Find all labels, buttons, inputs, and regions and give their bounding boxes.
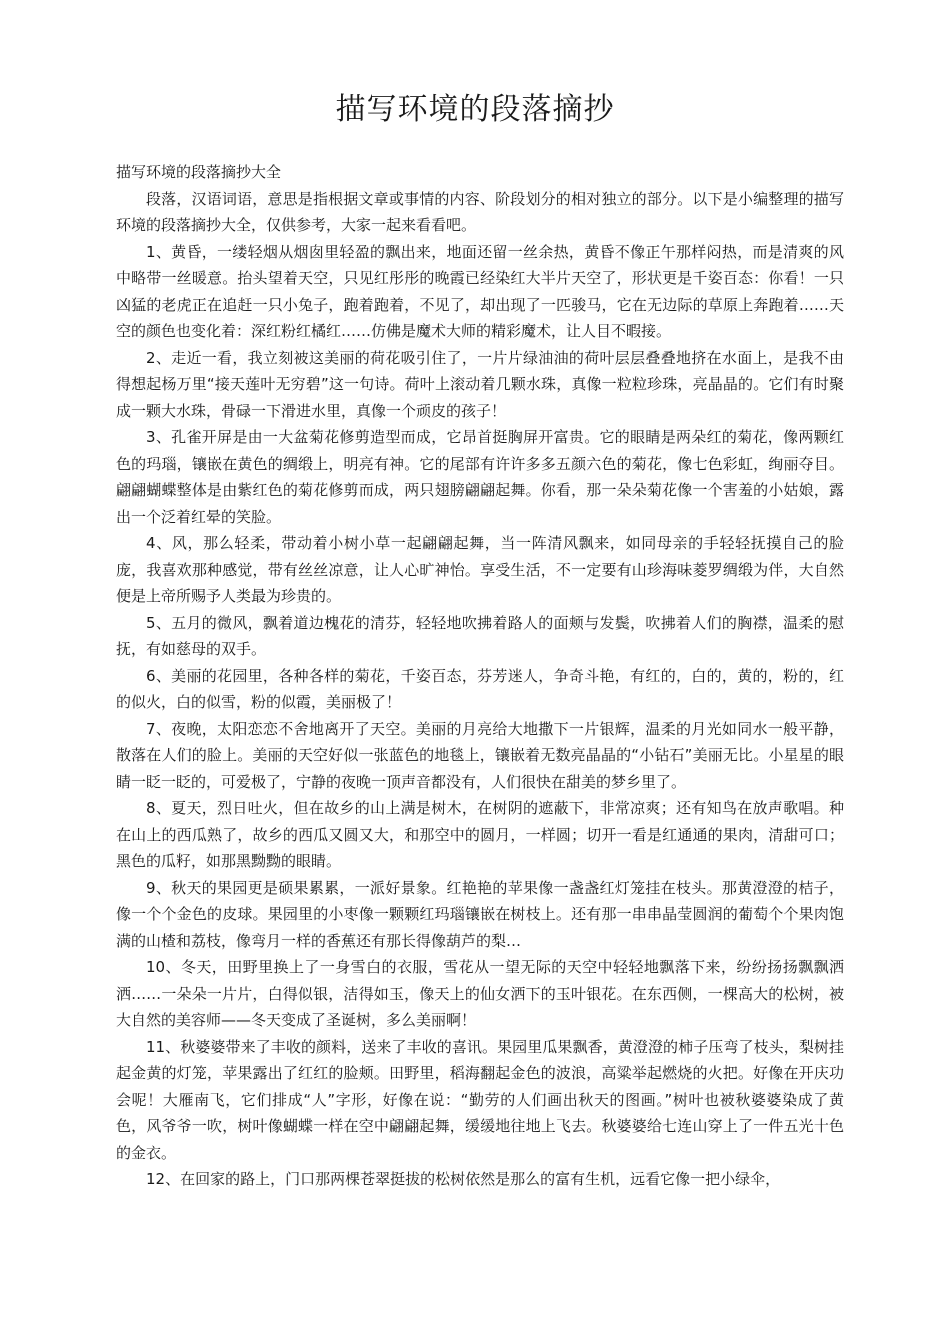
article-subtitle: 描写环境的段落摘抄大全 bbox=[116, 163, 282, 181]
paragraph-3: 3、孔雀开屏是由一大盆菊花修剪造型而成，它昂首挺胸屏开富贵。它的眼睛是两朵红的菊花，像两颗红色的玛瑙，镶嵌在黄色的绸缎上，明亮有神。它的尾部有许许多多五颜六色的菊花，像七色彩虹，绚丽夺目。翩翩蝴蝶整体是由紫红色的菊花修剪而成，两只翅膀翩翩起舞。你看，那一朵朵菊花像一个害羞的小姑娘，露出一个泛着红晕的笑脸。 bbox=[116, 428, 844, 526]
paragraph-7: 7、夜晚，太阳恋恋不舍地离开了天空。美丽的月亮给大地撒下一片银辉，温柔的月光如同水一般平静，散落在人们的脸上。美丽的天空好似一张蓝色的地毯上，镶嵌着无数亮晶晶的“小钻石”美丽无比。小星星的眼睛一眨一眨的，可爱极了，宁静的夜晚一顶声音都没有，人们很快在甜美的梦乡里了。 bbox=[116, 719, 844, 791]
paragraph-9: 9、秋天的果园更是硕果累累，一派好景象。红艳艳的苹果像一盏盏红灯笼挂在枝头。那黄澄澄的桔子，像一个个金色的皮球。果园里的小枣像一颗颗红玛瑙镶嵌在树枝上。还有那一串串晶莹圆润的葡萄个个果肉饱满的山楂和荔枝，像弯月一样的香蕉还有那长得像葫芦的梨… bbox=[116, 878, 844, 950]
paragraph-1: 1、黄昏，一缕轻烟从烟囱里轻盈的飘出来，地面还留一丝余热，黄昏不像正午那样闷热，而是清爽的风中略带一丝暖意。抬头望着天空，只见红彤彤的晚霞已经染红大半片天空了，形状更是千姿百态：你看！一只凶猛的老虎正在追赶一只小兔子，跑着跑着，不见了，却出现了一匹骏马，它在无边际的草原上奔跑着……天空的颜色也变化着：深红粉红橘红……仿佛是魔术大师的精彩魔术，让人目不暇接。 bbox=[116, 242, 844, 340]
page-title: 描写环境的段落摘抄 bbox=[335, 92, 615, 127]
paragraph-2: 2、走近一看，我立刻被这美丽的荷花吸引住了，一片片绿油油的荷叶层层叠叠地挤在水面上，是我不由得想起杨万里“接天莲叶无穷碧”这一句诗。荷叶上滚动着几颗水珠，真像一粒粒珍珠，亮晶晶的。它们有时聚成一颗大水珠，骨碌一下滑进水里，真像一个顽皮的孩子！ bbox=[116, 348, 844, 420]
paragraph-6: 6、美丽的花园里，各种各样的菊花，千姿百态，芬芳迷人，争奇斗艳，有红的，白的，黄的，粉的，红的似火，白的似雪，粉的似霞，美丽极了！ bbox=[116, 666, 844, 711]
paragraph-11: 11、秋婆婆带来了丰收的颜料，送来了丰收的喜讯。果园里瓜果飘香，黄澄澄的柿子压弯了枝头，梨树挂起金黄的灯笼，苹果露出了红红的脸颊。田野里，稻海翻起金色的波浪，高粱举起燃烧的火把。好像在开庆功会呢！大雁南飞，它们排成“人”字形，好像在说：“勤劳的人们画出秋天的图画。”树叶也被秋婆婆染成了黄色，风爷爷一吹，树叶像蝴蝶一样在空中翩翩起舞，缓缓地往地上飞去。秋婆婆给七连山穿上了一件五光十色的金衣。 bbox=[116, 1037, 844, 1162]
paragraph-12: 12、在回家的路上，门口那两棵苍翠挺拔的松树依然是那么的富有生机，远看它像一把小绿伞， bbox=[146, 1170, 781, 1188]
paragraph-8: 8、夏天，烈日吐火，但在故乡的山上满是树木，在树阴的遮蔽下，非常凉爽；还有知鸟在放声歌唱。种在山上的西瓜熟了，故乡的西瓜又圆又大，和那空中的圆月，一样圆；切开一看是红通通的果肉，清甜可口；黑色的瓜籽，如那黑黝黝的眼睛。 bbox=[116, 799, 844, 870]
paragraph-intro: 段落，汉语词语，意思是指根据文章或事情的内容、阶段划分的相对独立的部分。以下是小编整理的描写环境的段落摘抄大全，仅供参考，大家一起来看看吧。 bbox=[116, 189, 844, 234]
paragraph-10: 10、冬天，田野里换上了一身雪白的衣服，雪花从一望无际的天空中轻轻地飘落下来，纷纷扬扬飘飘洒洒……一朵朵一片片，白得似银，洁得如玉，像天上的仙女洒下的玉叶银花。在东西侧，一棵高大的松树，被大自然的美容师——冬天变成了圣诞树，多么美丽啊！ bbox=[116, 958, 844, 1029]
paragraph-4: 4、风，那么轻柔，带动着小树小草一起翩翩起舞，当一阵清风飘来，如同母亲的手轻轻抚摸自己的脸庞，我喜欢那种感觉，带有丝丝凉意，让人心旷神怡。享受生活，不一定要有山珍海味菱罗绸缎为伴，大自然便是上帝所赐予人类最为珍贵的。 bbox=[116, 534, 844, 605]
article-body bbox=[116, 159, 844, 1193]
paragraph-5: 5、五月的微风，飘着道边槐花的清芬，轻轻地吹拂着路人的面颊与发鬓，吹拂着人们的胸襟，温柔的慰抚，有如慈母的双手。 bbox=[116, 613, 844, 658]
